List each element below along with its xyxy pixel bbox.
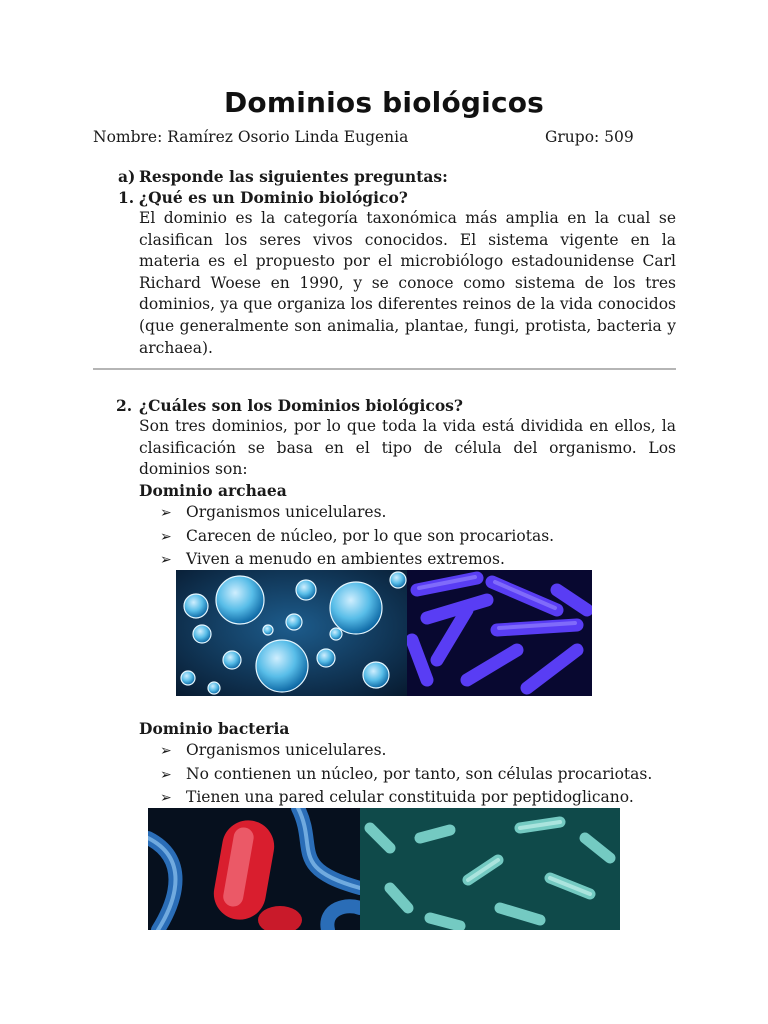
- arrow-bullet-icon: ➢: [160, 743, 172, 759]
- page-title: Dominios biológicos: [223, 86, 545, 119]
- group-number: Grupo: 509: [545, 128, 634, 146]
- list-item: ➢ Viven a menudo en ambientes extremos.: [160, 548, 554, 572]
- question-1-answer: El dominio es la categoría taxonómica más amplia en la cual se clasifican los seres vivos conocidos. El sistema vigente en la materia es el propuesto por el microbiólogo estadounidense Carl Richard Woese en 1990, y se conoce como sistema de los tres dominios, ya que organiza los diferentes reinos de la vida conocidos (que generalmente son animalia, plantae, fungi, protista, bacteria y archaea).: [139, 209, 676, 357]
- list-item: ➢ No contienen un núcleo, por tanto, son células procariotas.: [160, 763, 652, 787]
- archaea-bullet-list: [160, 501, 554, 572]
- archaea-rods-image: [407, 570, 592, 696]
- question-2-title: ¿Cuáles son los Dominios biológicos?: [139, 396, 463, 415]
- bacteria-teal-image: [360, 808, 620, 930]
- arrow-bullet-icon: ➢: [160, 552, 172, 568]
- question-1-number: 1.: [118, 188, 135, 207]
- section-divider: [93, 368, 676, 370]
- bacteria-bullet-list: [160, 739, 652, 810]
- instruction-text: Responde las siguientes preguntas:: [139, 167, 448, 186]
- instruction-marker: a): [118, 167, 136, 186]
- list-item: ➢ Organismos unicelulares.: [160, 739, 652, 763]
- list-item: ➢ Organismos unicelulares.: [160, 501, 554, 525]
- archaea-cells-image: [176, 570, 407, 696]
- list-item: ➢ Tienen una pared celular constituida por peptidoglicano.: [160, 786, 652, 810]
- arrow-bullet-icon: ➢: [160, 505, 172, 521]
- question-1-title: ¿Qué es un Dominio biológico?: [139, 188, 408, 207]
- student-name: Nombre: Ramírez Osorio Linda Eugenia: [93, 128, 409, 146]
- question-2-answer: Son tres dominios, por lo que toda la vida está dividida en ellos, la clasificación se basa en el tipo de célula del organismo. Los dominios son:: [139, 417, 676, 479]
- bacteria-red-image: [148, 808, 360, 930]
- list-item: ➢ Carecen de núcleo, por lo que son procariotas.: [160, 525, 554, 549]
- arrow-bullet-icon: ➢: [160, 790, 172, 806]
- archaea-heading: Dominio archaea: [139, 481, 287, 500]
- arrow-bullet-icon: ➢: [160, 528, 172, 545]
- arrow-bullet-icon: ➢: [160, 766, 172, 783]
- bacteria-heading: Dominio bacteria: [139, 719, 290, 738]
- question-2-number: 2.: [116, 396, 133, 415]
